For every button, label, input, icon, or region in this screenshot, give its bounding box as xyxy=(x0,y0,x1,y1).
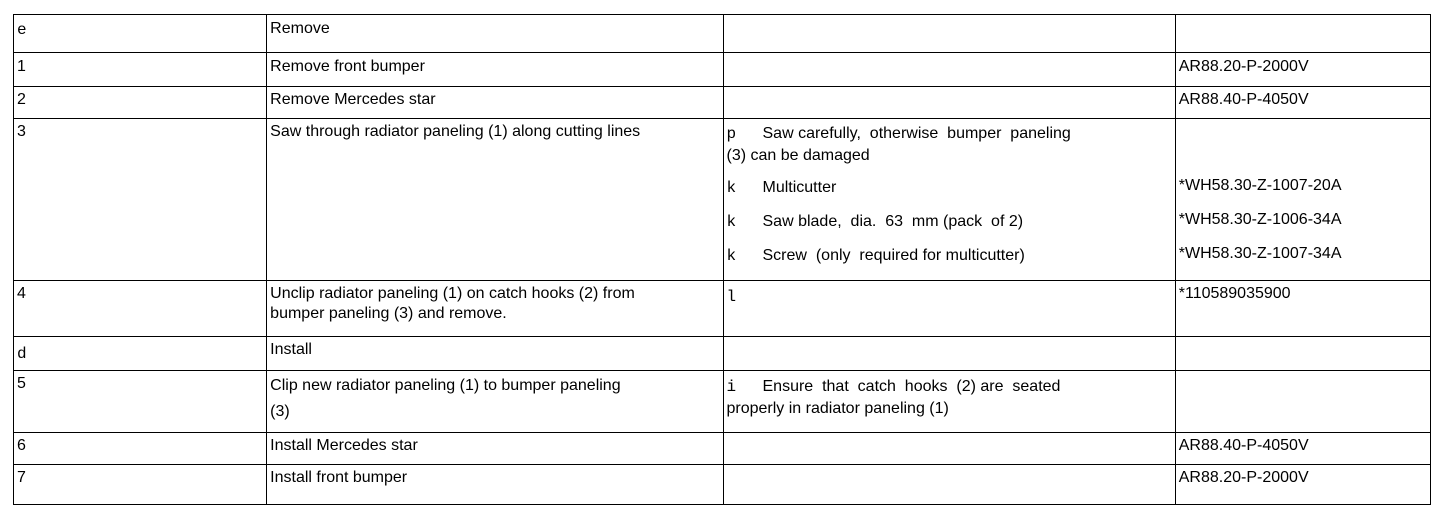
step-number: 5 xyxy=(17,375,26,392)
table-row xyxy=(14,281,1431,337)
step-cell xyxy=(14,465,267,505)
action-cell xyxy=(267,53,723,87)
action-cell xyxy=(267,465,723,505)
ref-cell xyxy=(1175,371,1430,433)
reference-link[interactable]: *WH58.30-Z-1006-34A xyxy=(1178,211,1342,228)
reference-link[interactable]: *WH58.30-Z-1007-34A xyxy=(1178,245,1342,262)
tool-symbol-icon: k xyxy=(726,247,737,265)
ref-cell xyxy=(1175,87,1430,119)
step-cell xyxy=(14,337,267,371)
table-row xyxy=(14,119,1431,281)
action-cell xyxy=(267,87,723,119)
action-text: Remove Mercedes star xyxy=(270,91,436,108)
ref-cell xyxy=(1175,337,1430,371)
action-text: Install front bumper xyxy=(270,469,408,486)
ref-cell xyxy=(1175,465,1430,505)
note-cell xyxy=(723,119,1175,281)
table-row xyxy=(14,371,1431,433)
note-cell xyxy=(723,337,1175,371)
step-number: 1 xyxy=(17,58,26,75)
ref-cell xyxy=(1175,53,1430,87)
note-text: Saw blade, dia. 63 mm (pack of 2) xyxy=(762,213,1024,230)
note-item xyxy=(727,287,1172,307)
action-cell xyxy=(267,281,723,337)
action-text: Install Mercedes star xyxy=(270,437,418,454)
info-symbol-icon: i xyxy=(726,378,737,396)
note-text: Screw (only required for multicutter) xyxy=(762,247,1025,264)
ref-cell xyxy=(1175,433,1430,465)
action-text: Remove xyxy=(270,20,330,37)
reference-link[interactable]: *WH58.30-Z-1007-20A xyxy=(1178,177,1342,194)
step-number: 2 xyxy=(17,91,26,108)
note-item xyxy=(727,124,1172,144)
step-cell xyxy=(14,15,267,53)
step-cell xyxy=(14,119,267,281)
step-cell xyxy=(14,433,267,465)
note-cell xyxy=(723,15,1175,53)
reference-link[interactable]: AR88.20-P-2000V xyxy=(1178,469,1309,486)
step-cell xyxy=(14,281,267,337)
action-text: Clip new radiator paneling (1) to bumper paneling (3) xyxy=(270,377,621,420)
note-item xyxy=(727,243,1172,277)
note-cell xyxy=(723,281,1175,337)
step-cell xyxy=(14,371,267,433)
note-text-continued: properly in radiator paneling (1) xyxy=(726,400,949,417)
action-cell xyxy=(267,371,723,433)
procedure-table xyxy=(13,14,1431,505)
action-cell xyxy=(267,337,723,371)
action-text: Unclip radiator paneling (1) on catch hooks (2) from bumper paneling (3) and remove. xyxy=(270,285,635,322)
step-cell xyxy=(14,87,267,119)
note-text: Saw carefully, otherwise bumper paneling xyxy=(762,125,1071,142)
tool-symbol-icon: k xyxy=(726,213,737,231)
step-cell xyxy=(14,53,267,87)
reference-link[interactable]: AR88.40-P-4050V xyxy=(1178,91,1309,108)
note-cell xyxy=(723,53,1175,87)
note-text: Ensure that catch hooks (2) are seated xyxy=(762,378,1061,395)
ref-cell xyxy=(1175,119,1430,281)
table-row xyxy=(14,15,1431,53)
action-cell xyxy=(267,433,723,465)
step-number: 7 xyxy=(17,469,26,486)
action-cell xyxy=(267,15,723,53)
table-row xyxy=(14,53,1431,87)
tool-symbol-icon: k xyxy=(726,179,737,197)
step-number: 3 xyxy=(17,123,26,140)
action-cell xyxy=(267,119,723,281)
note-cell xyxy=(723,87,1175,119)
part-number-link[interactable]: *110589035900 xyxy=(1178,285,1291,302)
note-cell xyxy=(723,465,1175,505)
remove-symbol-icon: e xyxy=(17,21,27,39)
part-symbol-icon: l xyxy=(726,288,737,306)
note-cell xyxy=(723,371,1175,433)
action-text: Remove front bumper xyxy=(270,58,425,75)
reference-link[interactable]: AR88.40-P-4050V xyxy=(1178,437,1309,454)
note-item xyxy=(727,377,1172,397)
table-row xyxy=(14,337,1431,371)
note-text-continued: (3) can be damaged xyxy=(726,147,870,164)
action-text: Saw through radiator paneling (1) along cutting lines xyxy=(270,123,641,140)
note-text: Multicutter xyxy=(762,179,837,196)
note-cell xyxy=(723,433,1175,465)
reference-link[interactable]: AR88.20-P-2000V xyxy=(1178,58,1309,75)
table-row xyxy=(14,465,1431,505)
step-number: 6 xyxy=(17,437,26,454)
install-symbol-icon: d xyxy=(17,345,27,363)
step-number: 4 xyxy=(17,285,26,302)
note-item xyxy=(727,175,1172,209)
table-row xyxy=(14,433,1431,465)
note-item xyxy=(727,209,1172,243)
ref-cell xyxy=(1175,281,1430,337)
ref-cell xyxy=(1175,15,1430,53)
action-text: Install xyxy=(270,341,312,358)
caution-symbol-icon: p xyxy=(726,125,737,143)
table-row xyxy=(14,87,1431,119)
